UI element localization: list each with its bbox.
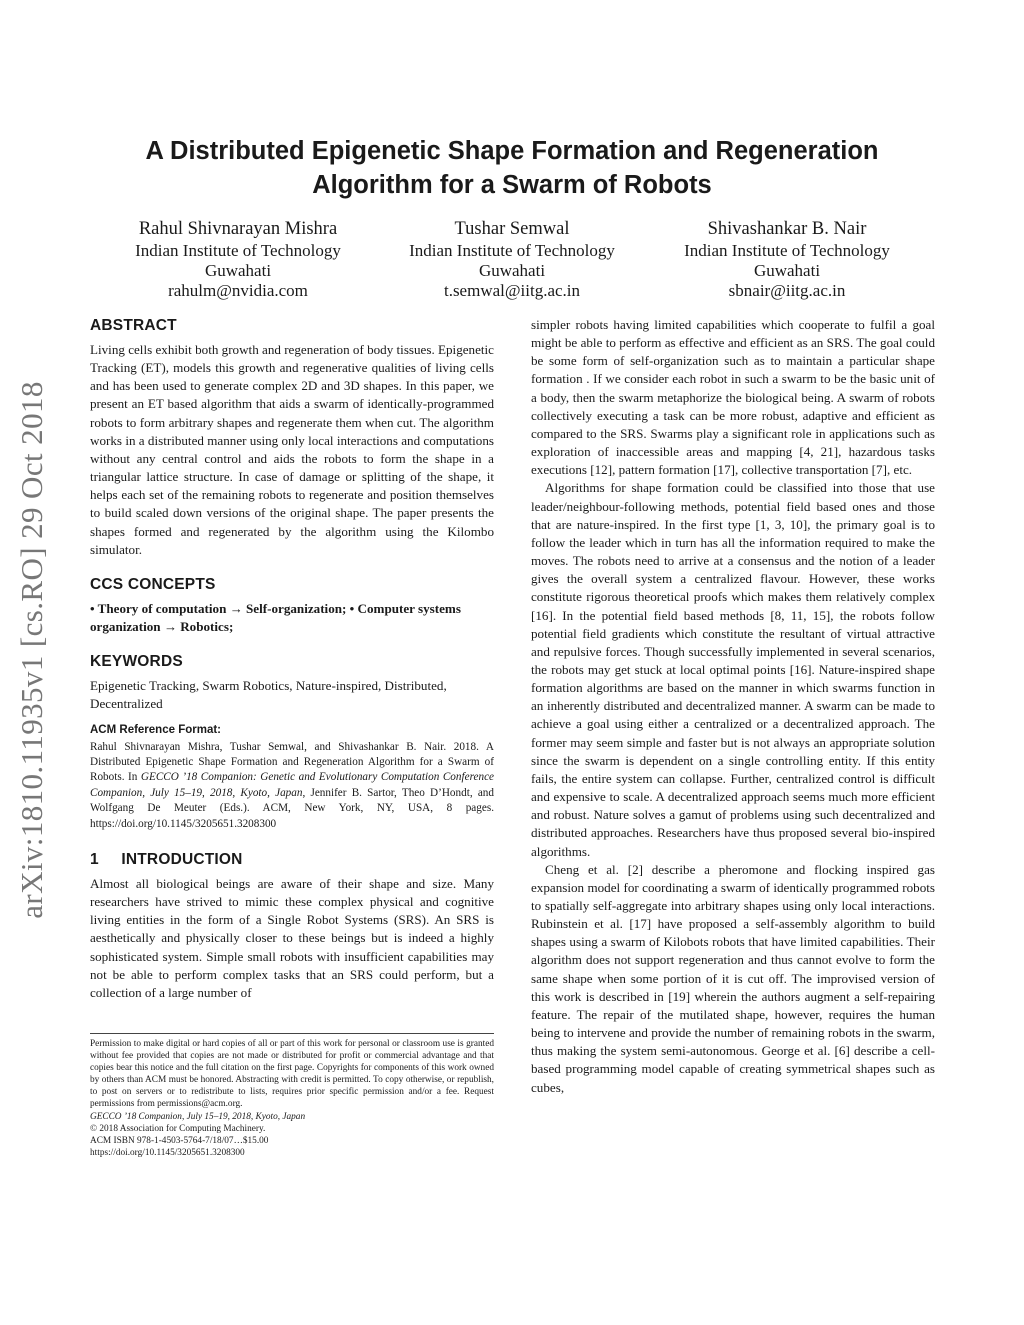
author-block <box>627 219 947 301</box>
abstract-heading: ABSTRACT <box>90 317 177 334</box>
footnote-isbn: ACM ISBN 978-1-4503-5764-7/18/07…$15.00 <box>90 1135 269 1146</box>
acm-ref-part: , Jennifer B. Sartor, Theo D’Hondt, and Wolfgang De Meuter (Eds.). ACM, New York, NY, USA, 8 pages. https://doi.org/10.1145/3205651.3208300 <box>90 786 494 830</box>
author-name: Shivashankar B. Nair <box>707 219 867 239</box>
author-city: Guwahati <box>478 261 546 280</box>
left-column <box>90 316 494 1002</box>
abstract-text: Living cells exhibit both growth and regeneration of body tissues. Epigenetic Tracking (ET), models this growth and regenerative qualities of living cells and has been used to generate complex 2D and 3D shapes. In this paper, we present an ET based algorithm that aids a swarm of identically-programmed robots to form arbitrary shapes and regenerate them when cut. The algorithm works in a distributed manner using only local interactions and computations without any central control and aids the robots to form the shape in a triangular lattice structure. In case of damage or splitting of the shape, it helps each set of the remaining robots to regenerate and position themselves to build scaled down versions of the original shape. The paper presents the shapes formed and regenerated by the algorithm using the Kilombo simulator. <box>90 342 494 557</box>
arxiv-stamp-text: arXiv:1810.11935v1 [cs.RO] 29 Oct 2018 <box>14 381 49 919</box>
ccs-heading: CCS CONCEPTS <box>90 575 216 593</box>
footnote-doi: https://doi.org/10.1145/3205651.3208300 <box>90 1147 245 1158</box>
author-block <box>78 219 398 301</box>
author-email: sbnair@iitg.ac.in <box>728 281 846 300</box>
author-email: rahulm@nvidia.com <box>168 281 308 300</box>
keywords-heading: KEYWORDS <box>90 653 183 671</box>
acm-ref-venue: GECCO ’18 Companion: Genetic and Evolutionary Computation Conference Companion, July 15–19, 2018, Kyoto, Japan <box>90 771 495 799</box>
body-paragraph: simpler robots having limited capabilities which cooperate to fulfil a goal might be able to perform as effective and efficient as an SRS. The goal could be some form of self-organization such as to maintain a particular shape formation . If we consider each robot in such a swarm to be the basic unit of a body, then the swarm metaphorize the biological being. A swarm of robots collectively executing a task can be more robust, adaptive and efficient as compared to the SRS. Swarms play a significant role in applications such as exploration of inaccessible areas and mapping [4, 21], hazardous tasks executions [12], pattern formation [17], collective transportation [7], etc. <box>531 317 935 478</box>
title-line-1: A Distributed Epigenetic Shape Formation and Regeneration <box>145 137 879 165</box>
author-name: Rahul Shivnarayan Mishra <box>138 219 338 239</box>
author-email: t.semwal@iitg.ac.in <box>443 281 581 300</box>
right-column <box>531 316 935 1097</box>
permission-footnote <box>90 1038 494 1159</box>
author-city: Guwahati <box>753 261 821 280</box>
acm-ref-text <box>90 740 494 832</box>
keywords-text: Epigenetic Tracking, Swarm Robotics, Nature-inspired, Distributed, Decentralized <box>90 678 447 712</box>
author-affiliation: Indian Institute of Technology <box>684 241 890 260</box>
ccs-concept: • Theory of computation → Self-organization <box>90 600 343 616</box>
author-block <box>352 219 672 301</box>
arxiv-stamp <box>14 350 50 950</box>
title-line-2: Algorithm for a Swarm of Robots <box>312 171 712 199</box>
author-affiliation: Indian Institute of Technology <box>409 241 615 260</box>
footnote-venue: GECCO ’18 Companion, July 15–19, 2018, Kyoto, Japan <box>90 1111 306 1122</box>
author-name: Tushar Semwal <box>454 219 570 239</box>
acm-ref-part: Rahul Shivnarayan Mishra, Tushar Semwal, and Shivashankar B. Nair. 2018. A Distributed Epigenetic Shape Formation and Regeneration Algorithm for a Swarm of Robots. In <box>90 740 494 784</box>
body-paragraph: Algorithms for shape formation could be classified into those that use leader/neighbour-following methods, potential field based ones and those that are nature-inspired. In the first type [1, 3, 10], the primary goal is to follow the leader which in turn has all the information required to make the moves. The robots need to arrive at a consensus and the notion of a leader gives the overall system a centralized flavour. However, these works constitute rigorous theoretical proofs which makes them relatively complex [16]. In the potential field based methods [8, 11, 15], the robots follow potential field gradients which constitute the resultant of virtual attractive and repulsive forces. Though successfully implemented in several scenarios, the robots may get stuck at local optimal points [16]. Nature-inspired shape formation algorithms are based on the manner in which swarms function in an inherently distributed and decentralized manner. A swarm can be made to achieve a goal using either a centralized or a decentralized approach. The former may seem simple and faster but is not always an appropriate solution since the swarm is dependent on a single controlling entity. If this entity fails, the entire system can collapse. Further, centralized control is difficult and expensive to scale. A decentralized approach seems much more efficient and robust. Nature solves a gamut of problems using such decentralized and distributed approaches. Researchers have thus proposed several bio-inspired algorithms. <box>531 480 935 859</box>
author-city: Guwahati <box>204 261 272 280</box>
acm-ref-heading: ACM Reference Format: <box>90 723 221 736</box>
ccs-concept: • Computer systems organization → Robotics <box>90 600 461 635</box>
ccs-separator: ; <box>342 600 350 616</box>
ccs-end: ; <box>228 619 234 635</box>
body-paragraph: Cheng et al. [2] describe a pheromone and flocking inspired gas expansion model for coordinating a swarm of identically programmed robots to spatially self-aggregate into arbitrary shapes using only local interactions. Rubinstein et al. [17] have proposed a self-assembly algorithm to build shapes using a swarm of Kilobots robots that have limited capabilities. Their algorithm does not support regeneration and thus cannot evolve to form the same shape when some portion of it is cut off. The improvised version of this work is described in [19] wherein the authors augment a self-repairing feature. The repair of the mutilated shape, however, requires the human being to intervene and provide the number of remaining robots in the swarm, thus making the system semi-autonomous. George et al. [6] describe a cell-based programming model capable of creating symmetrical shapes such as cubes, <box>531 861 935 1095</box>
footnote-copyright: © 2018 Association for Computing Machinery. <box>90 1123 266 1134</box>
intro-heading: 1 INTRODUCTION <box>90 850 243 868</box>
paper-title <box>0 134 1024 202</box>
ccs-concepts <box>90 600 494 636</box>
author-affiliation: Indian Institute of Technology <box>135 241 341 260</box>
permission-text: Permission to make digital or hard copies of all or part of this work for personal or classroom use is granted without fee provided that copies are not made or distributed for profit or commercial advantage and that copies bear this notice and the full citation on the first page. Copyrights for components of this work owned by others than ACM must be honored. Abstracting with credit is permitted. To copy otherwise, or republish, to post on servers or to redistribute to lists, requires prior specific permission and/or a fee. Request permissions from permissions@acm.org. <box>90 1039 494 1110</box>
footnote-rule <box>90 1033 494 1034</box>
intro-paragraph: Almost all biological beings are aware of their shape and size. Many researchers have strived to mimic these complex physical and cognitive living entities in the form of a Single Robot Systems (SRS). An SRS is aesthetically and physically closer to these beings but is indeed a highly sophisticated system. Simple small robots with insufficient capabilities may not be able to perform complex tasks that an SRS could perform, but a collection of a large number of <box>90 875 494 1000</box>
